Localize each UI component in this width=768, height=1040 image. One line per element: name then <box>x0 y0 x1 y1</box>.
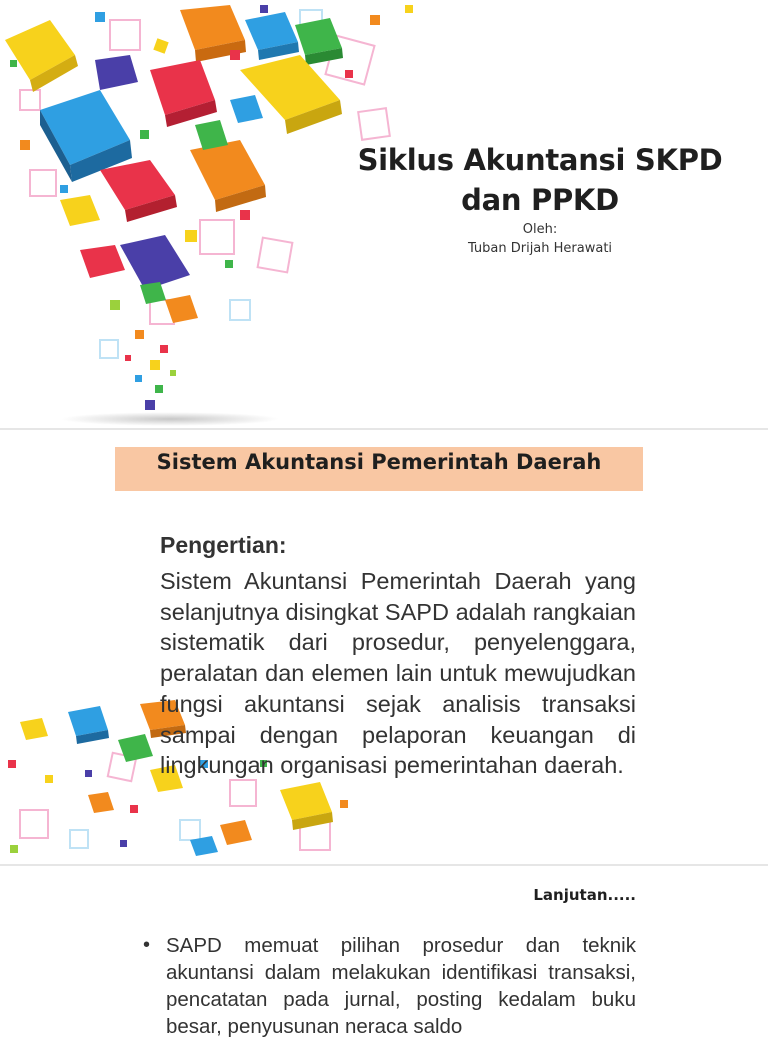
cubes-shadow <box>60 412 280 426</box>
bullet-item: SAPD memuat pilihan prosedur dan teknik akuntansi dalam melakukan identifikasi transaksi, pencatatan pada jurnal, posting kedalam buku besar, penyusunan neraca saldo <box>166 934 636 1038</box>
author-label: Oleh: <box>522 222 558 237</box>
definition-heading: Pengertian: <box>160 532 287 558</box>
section-title: Sistem Akuntansi Pemerintah Daerah <box>156 450 602 474</box>
definition-slide <box>0 430 768 864</box>
definition-paragraph: Sistem Akuntansi Pemerintah Daerah yang selanjutnya disingkat SAPD adalah rangkaian sistematik dari prosedur, penyelenggara, peralatan dan elemen lain untuk mewujudkan fungsi akuntansi sejak analisis transaksi sampai dengan pelaporan keuangan di lingkungan organisasi pemerintahan daerah. <box>160 568 636 779</box>
author-name: Tuban Drijah Herawati <box>467 241 613 256</box>
bullet-marker: • <box>143 934 151 956</box>
continuation-slide <box>0 866 768 1038</box>
title-slide <box>0 0 768 428</box>
section-title-bar <box>115 447 643 491</box>
slide-title: Siklus Akuntansi SKPD dan PPKD <box>357 143 723 217</box>
continued-label: Lanjutan..... <box>533 886 636 904</box>
